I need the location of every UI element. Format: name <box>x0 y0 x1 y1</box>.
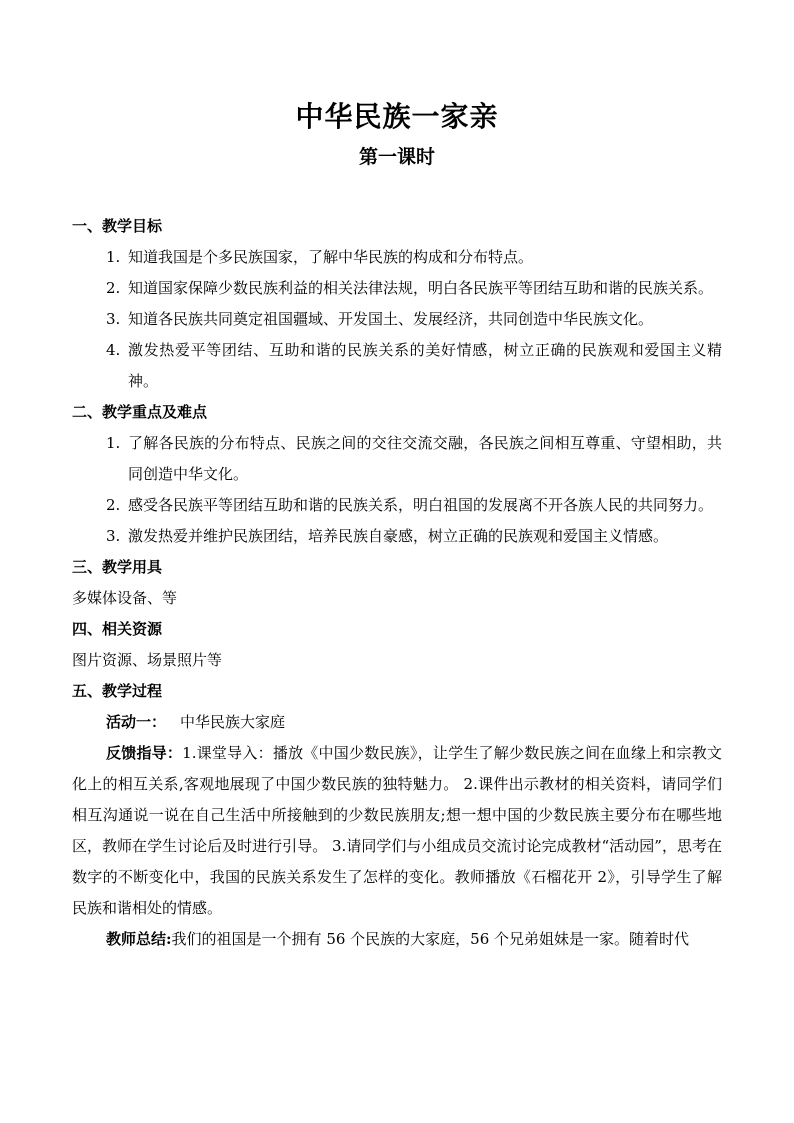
list-item-text: 感受各民族平等团结互助和谐的民族关系，明白祖国的发展离不开各族人民的共同努力。 <box>128 496 714 514</box>
list-item <box>72 335 722 397</box>
activity-name: 中华民族大家庭 <box>180 713 286 731</box>
list-item <box>72 428 722 490</box>
list-item <box>72 273 722 304</box>
list-item-number: 2. <box>106 279 121 297</box>
list-item-text: 知道各民族共同奠定祖国疆域、开发国土、发展经济，共同创造中华民族文化。 <box>128 310 654 328</box>
list-item-number: 4. <box>106 341 121 359</box>
summary-label: 教师总结: <box>106 930 172 948</box>
section-heading-tools: 三、教学用具 <box>72 558 163 576</box>
tools-text: 多媒体设备、等 <box>72 589 178 607</box>
list-item <box>72 490 722 521</box>
list-item-number: 3. <box>106 527 121 545</box>
feedback-paragraph <box>72 738 722 924</box>
list-item-number: 1. <box>106 434 121 452</box>
list-item-text: 激发热爱并维护民族团结，培养民族自豪感，树立正确的民族观和爱国主义情感。 <box>128 527 669 545</box>
activity-line <box>72 707 722 738</box>
list-item <box>72 242 722 273</box>
section-heading-resources: 四、相关资源 <box>72 620 163 638</box>
document-subtitle: 第一课时 <box>358 146 435 168</box>
activity-label: 活动一： <box>106 713 167 731</box>
document-title: 中华民族一家亲 <box>295 100 499 133</box>
summary-text: 我们的祖国是一个拥有 56 个民族的大家庭，56 个兄弟姐妹是一家。随着时代 <box>171 930 690 948</box>
list-item-text: 了解各民族的分布特点、民族之间的交往交流交融，各民族之间相互尊重、守望相助，共同创造中华文化。 <box>128 434 722 483</box>
list-item-text: 知道我国是个多民族国家，了解中华民族的构成和分布特点。 <box>128 248 534 266</box>
feedback-text: 1.课堂导入：播放《中国少数民族》，让学生了解少数民族之间在血缘上和宗教文化上的相互关系,客观地展现了中国少数民族的独特魅力。 2.课件出示教材的相关资料，请同学们相互沟通说一说在自己生活中所接触到的少数民族朋友;想一想中国的少数民族主要分布在哪些地区，教师在学生讨论后及时进行引导。 3.请同学们与小组成员交流讨论完成教材“活动园”，思考在数字的不断变化中，我国的民族关系发生了怎样的变化。教师播放《石榴花开 2》，引导学生了解民族和谐相处的情感。 <box>72 744 722 917</box>
list-item <box>72 304 722 335</box>
section-heading-key-points: 二、教学重点及难点 <box>72 403 208 421</box>
list-item-text: 知道国家保障少数民族利益的相关法律法规，明白各民族平等团结互助和谐的民族关系。 <box>128 279 714 297</box>
section-heading-goals: 一、教学目标 <box>72 217 163 235</box>
list-item-text: 激发热爱平等团结、互助和谐的民族关系的美好情感，树立正确的民族观和爱国主义精神。 <box>128 341 722 390</box>
resources-text: 图片资源、场景照片等 <box>72 651 223 669</box>
document-body <box>72 211 722 955</box>
list-item-number: 1. <box>106 248 121 266</box>
list-item-number: 2. <box>106 496 121 514</box>
summary-paragraph <box>72 924 722 955</box>
feedback-label: 反馈指导： <box>106 744 183 762</box>
list-item <box>72 521 722 552</box>
list-item-number: 3. <box>106 310 121 328</box>
section-heading-process: 五、教学过程 <box>72 682 163 700</box>
